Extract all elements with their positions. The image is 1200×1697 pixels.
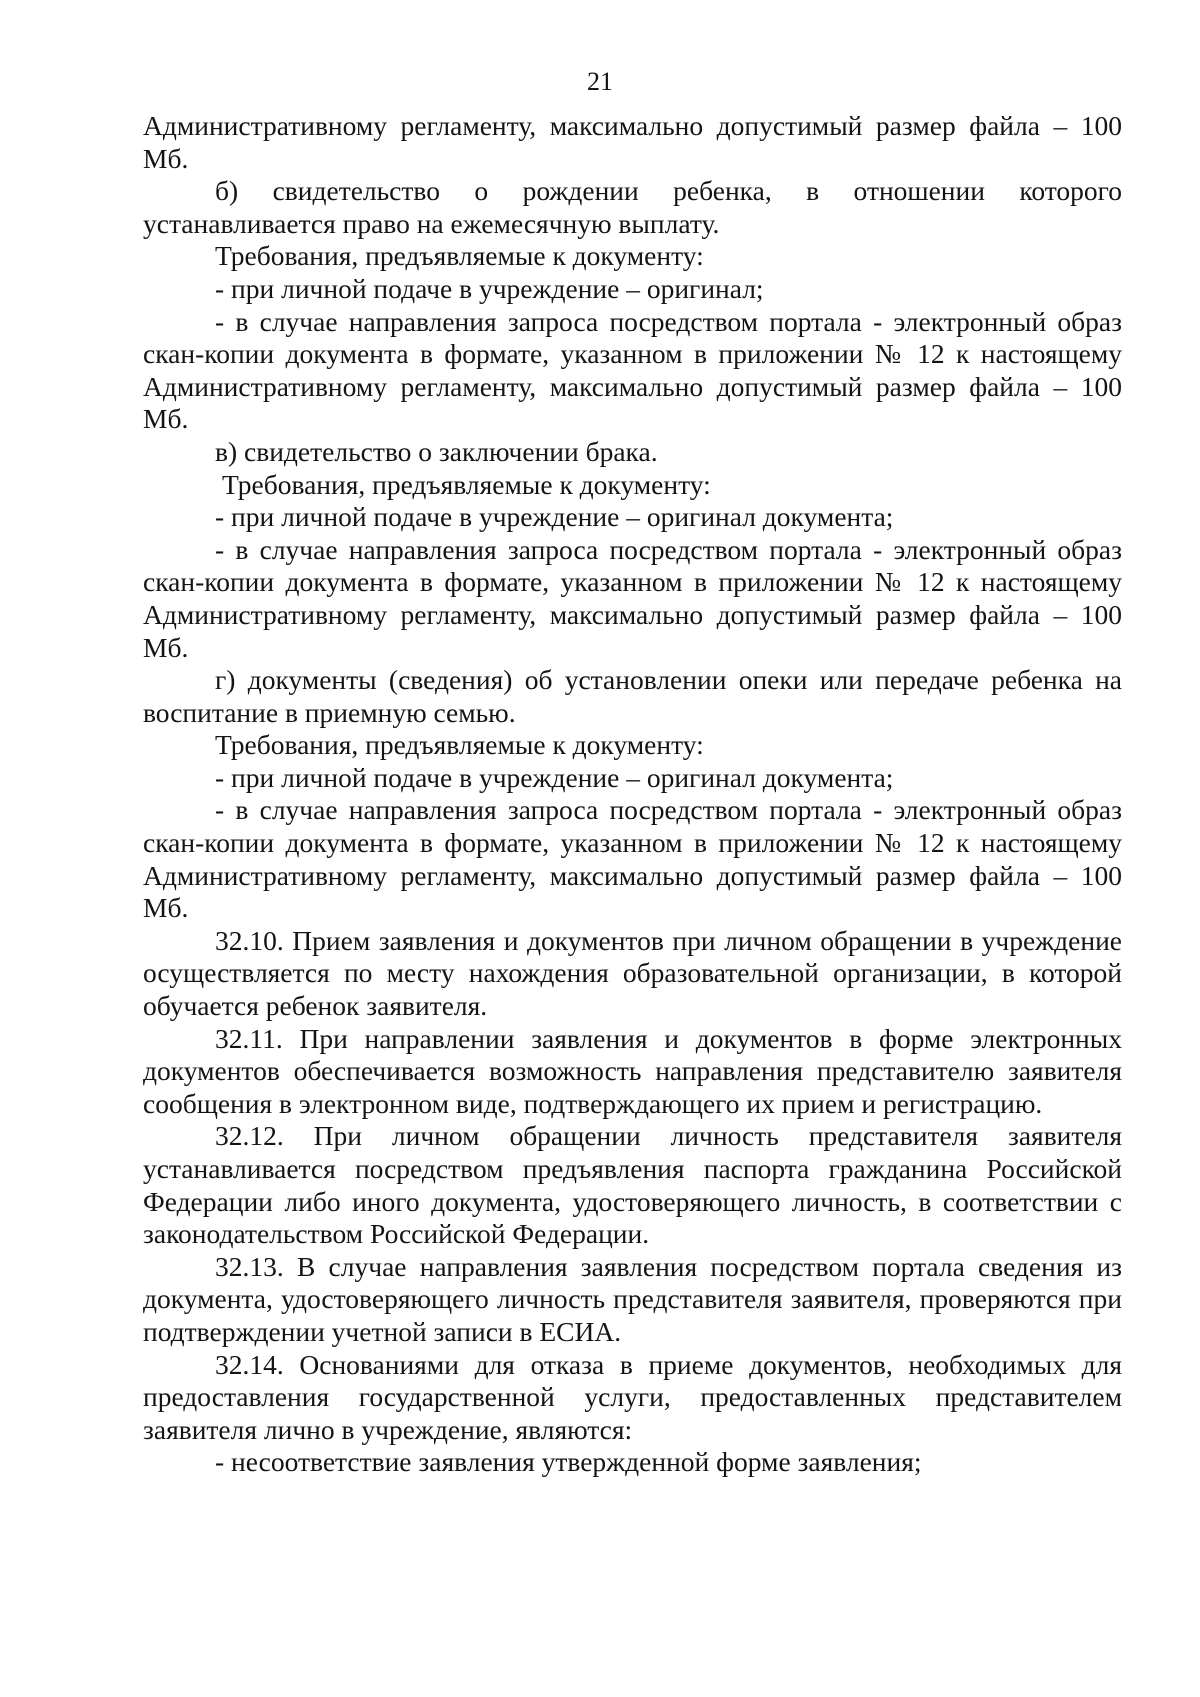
document-body	[143, 110, 1122, 1479]
paragraph: Требования, предъявляемые к документу:	[215, 240, 704, 272]
paragraph: 32.12. При личном обращении личность представителя заявителя устанавливается посредством предъявления паспорта гражданина Российской Федерации либо иного документа, удостоверяющего личность, в соответствии с законодательством Российской Федерации.	[143, 1120, 1122, 1250]
page-number: 21	[587, 67, 613, 96]
paragraph: 32.13. В случае направления заявления посредством портала сведения из документа, удостоверяющего личность представителя заявителя, проверяются при подтверждении учетной записи в ЕСИА.	[143, 1250, 1122, 1347]
paragraph: - несоответствие заявления утвержденной форме заявления;	[215, 1446, 922, 1478]
paragraph: в) свидетельство о заключении брака.	[215, 435, 658, 467]
paragraph: - при личной подаче в учреждение – оригинал документа;	[215, 761, 894, 793]
paragraph: г) документы (сведения) об установлении опеки или передаче ребенка на воспитание в приемную семью.	[143, 664, 1122, 728]
paragraph: 32.10. Прием заявления и документов при личном обращении в учреждение осуществляется по месту нахождения образовательной организации, в которой обучается ребенок заявителя.	[143, 924, 1122, 1022]
paragraph: Требования, предъявляемые к документу:	[215, 729, 704, 761]
paragraph: Административному регламенту, максимально допустимый размер файла – 100 Мб.	[143, 110, 1122, 174]
paragraph: - в случае направления запроса посредством портала - электронный образ скан-копии документа в формате, указанном в приложении № 12 к настоящему Административному регламенту, максимально допустимый размер файла – 100 Мб.	[143, 794, 1122, 924]
paragraph: 32.11. При направлении заявления и документов в форме электронных документов обеспечивается возможность направления представителю заявителя сообщения в электронном виде, подтверждающего их прием и регистрацию.	[143, 1022, 1122, 1119]
paragraph: - при личной подаче в учреждение – оригинал документа;	[215, 501, 894, 533]
paragraph: - в случае направления запроса посредством портала - электронный образ скан-копии документа в формате, указанном в приложении № 12 к настоящему Административному регламенту, максимально допустимый размер файла – 100 Мб.	[143, 305, 1122, 435]
paragraph: - в случае направления запроса посредством портала - электронный образ скан-копии документа в формате, указанном в приложении № 12 к настоящему Административному регламенту, максимально допустимый размер файла – 100 Мб.	[143, 533, 1122, 663]
paragraph: 32.14. Основаниями для отказа в приеме документов, необходимых для предоставления государственной услуги, предоставленных представителем заявителя лично в учреждение, являются:	[143, 1348, 1122, 1445]
paragraph: б) свидетельство о рождении ребенка, в отношении которого устанавливается право на ежемесячную выплату.	[143, 175, 1122, 239]
paragraph: Требования, предъявляемые к документу:	[222, 468, 711, 500]
paragraph: - при личной подаче в учреждение – оригинал;	[215, 272, 764, 304]
